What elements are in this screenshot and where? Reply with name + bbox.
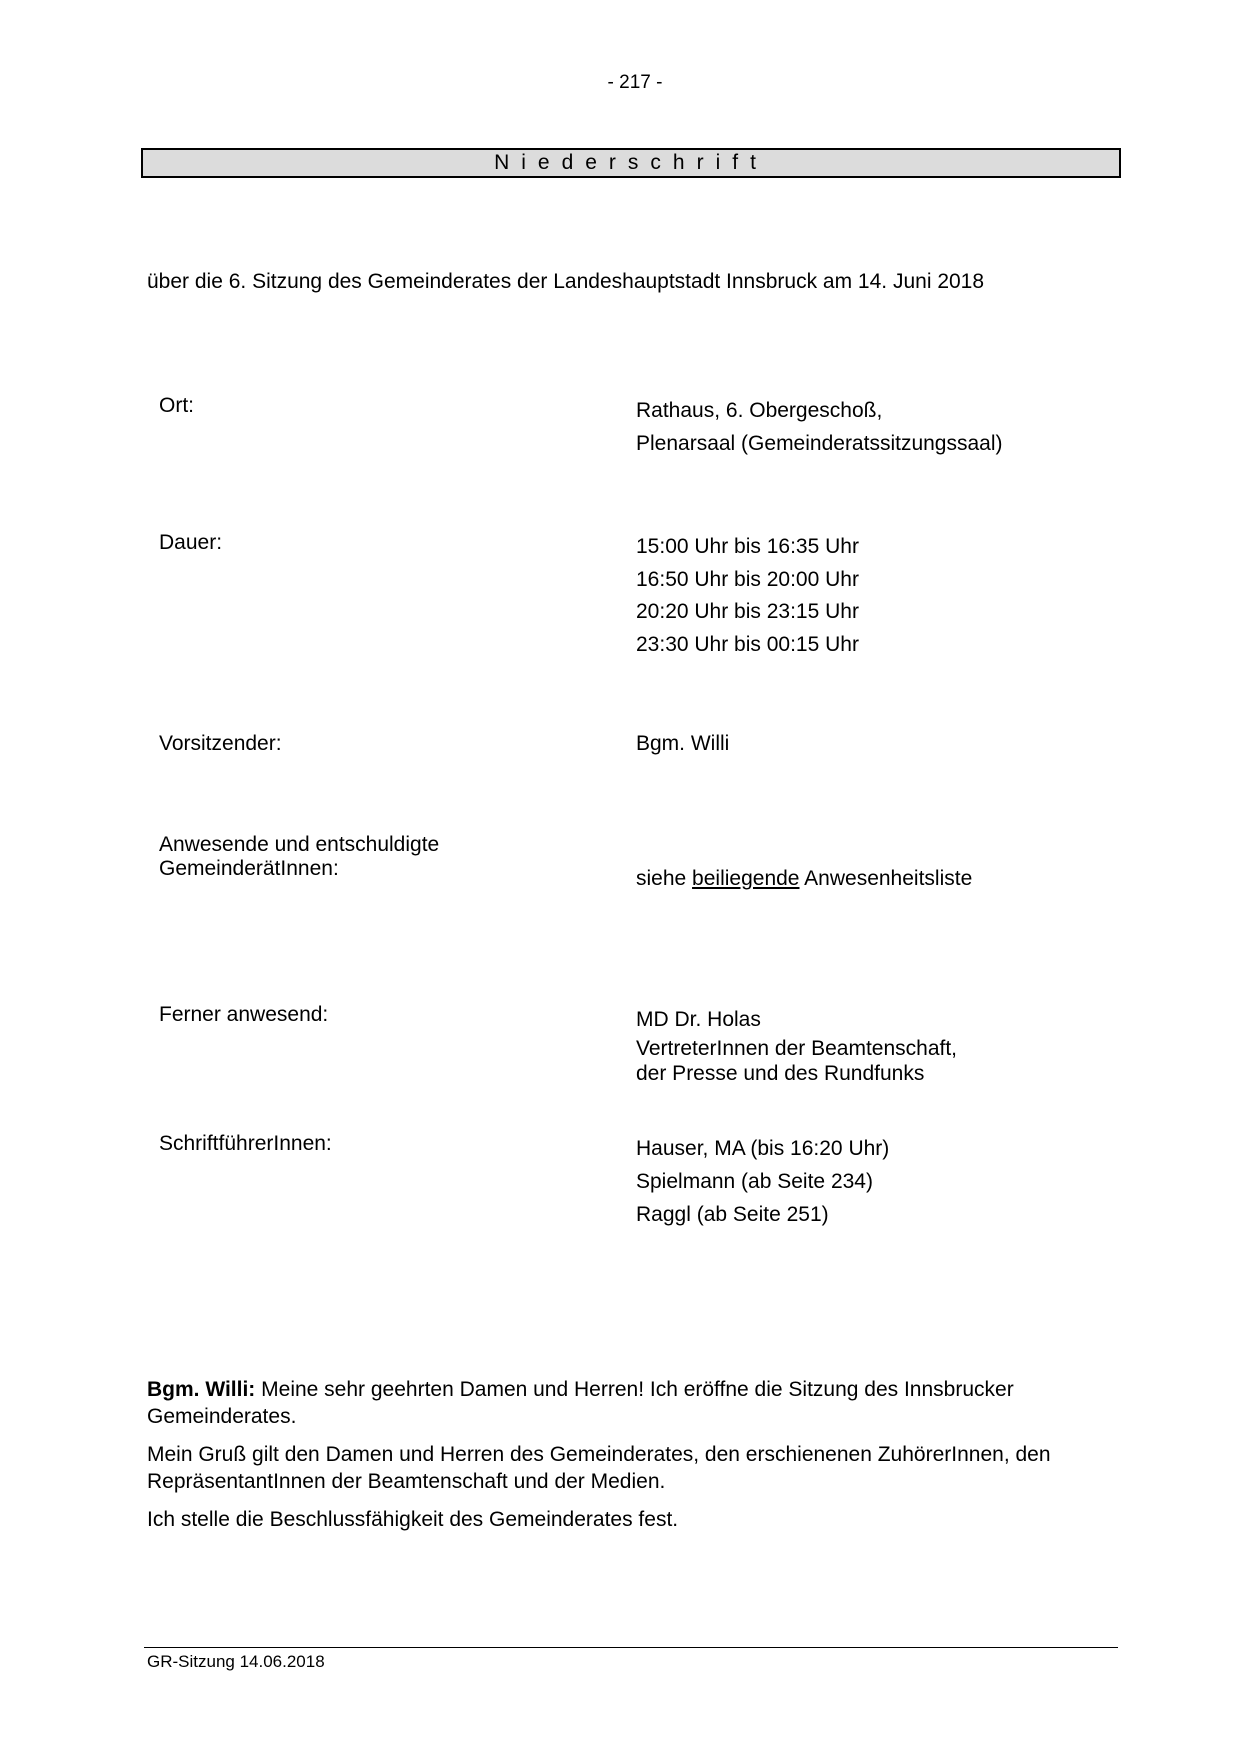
speech-paragraph-3: Ich stelle die Beschlussfähigkeit des Gemeinderates fest. [147,1508,679,1531]
ferner-value [636,1003,957,1086]
ort-line: Plenarsaal (Gemeinderatssitzungssaal) [636,432,1003,455]
ferner-line: VertreterInnen der Beamtenschaft, [636,1037,958,1060]
anwesende-value [636,867,972,891]
ort-label: Ort: [159,394,194,417]
anwesende-label-line: Anwesende und entschuldigte [159,833,440,856]
vorsitzender-value [636,732,729,756]
dauer-line: 23:30 Uhr bis 00:15 Uhr [636,632,859,656]
ort-line: Rathaus, 6. Obergeschoß, [636,399,883,422]
anwesende-value-underlined: beiliegende [692,867,800,890]
schriftfuehrer-line: Raggl (ab Seite 251) [636,1203,829,1226]
speech-paragraph-1 [147,1376,1107,1430]
document-title: Niederschrift [141,148,1121,178]
intro-text: über die 6. Sitzung des Gemeinderates der Landeshauptstadt Innsbruck am 14. Juni 2018 [147,270,985,293]
schriftfuehrer-label: SchriftführerInnen: [159,1132,332,1155]
dauer-line: 20:20 Uhr bis 23:15 Uhr [636,600,859,623]
anwesende-label [159,833,439,881]
dauer-value [636,531,859,661]
anwesende-value-pre: siehe [636,867,693,890]
ort-value [636,394,1003,460]
dauer-line: 16:50 Uhr bis 20:00 Uhr [636,567,859,591]
ferner-label: Ferner anwesend: [159,1003,329,1026]
vorsitzender-line: Bgm. Willi [636,732,730,755]
speech-speaker: Bgm. Willi: [147,1378,256,1401]
footer-divider [144,1647,1118,1648]
speech-text-1: Meine sehr geehrten Damen und Herren! Ich eröffne die Sitzung des Innsbrucker Gemeinderates. [147,1378,1014,1428]
anwesende-label-line: GemeinderätInnen: [159,857,339,880]
dauer-label: Dauer: [159,531,223,554]
schriftfuehrer-line: Hauser, MA (bis 16:20 Uhr) [636,1137,890,1160]
ferner-line: MD Dr. Holas [636,1008,761,1031]
speech-paragraph-2: Mein Gruß gilt den Damen und Herren des Gemeinderates, den erschienenen ZuhörerInnen, den RepräsentantInnen der Beamtenschaft und der Medien. [147,1443,1051,1493]
schriftfuehrer-line: Spielmann (ab Seite 234) [636,1170,873,1193]
vorsitzender-label: Vorsitzender: [159,732,282,755]
footer-text: GR-Sitzung 14.06.2018 [147,1652,325,1671]
anwesende-value-post: Anwesenheitsliste [799,867,973,890]
page-number: - 217 - [607,72,663,93]
dauer-line: 15:00 Uhr bis 16:35 Uhr [636,535,859,558]
schriftfuehrer-value [636,1132,889,1231]
ferner-line: der Presse und des Rundfunks [636,1062,925,1085]
